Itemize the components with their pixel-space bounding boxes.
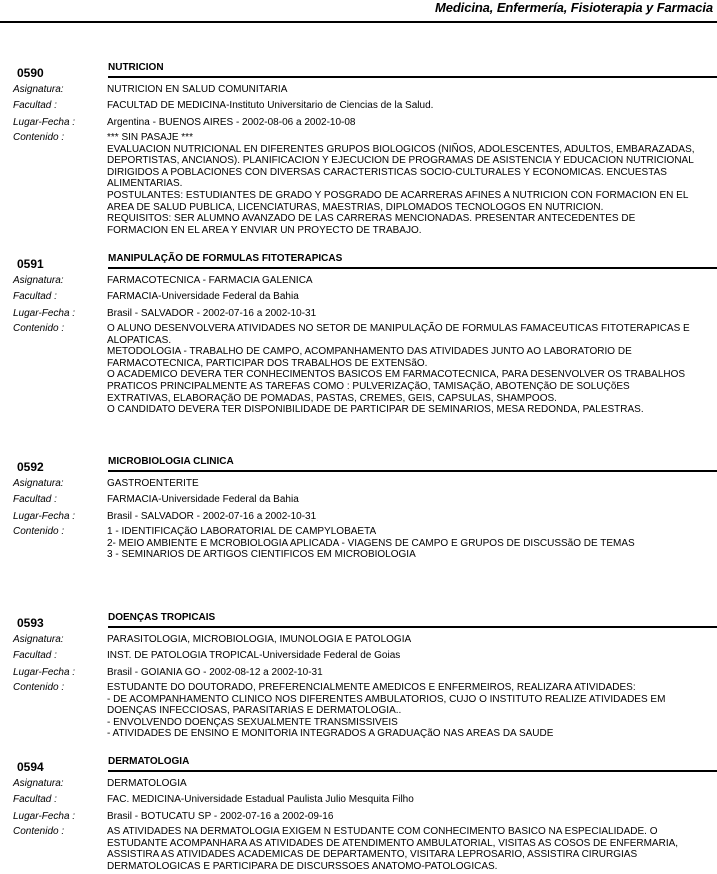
lugar-fecha-label: Lugar-Fecha : bbox=[13, 667, 76, 678]
entry-0593 bbox=[0, 612, 717, 742]
lugar-fecha-label: Lugar-Fecha : bbox=[13, 308, 76, 319]
header-divider bbox=[0, 21, 717, 23]
page-header-title: Medicina, Enfermería, Fisioterapia y Farmacia bbox=[434, 0, 713, 15]
contenido-value: AS ATIVIDADES NA DERMATOLOGIA EXIGEM N ESTUDANTE COM CONHECIMENTO BASICO NA ESPECIALIDADE. O ESTUDANTE ACOMPANHARA AS ATIVIDADES DE ATENDIMENTO AMBULATORIAL, VISITAS AS COSOS DE ENFERMARIA, ASSISTIRA AS ATIVIDADES ACADEMICAS DE DEPARTAMENTO, VISITARA LEPROSARIO, ASSISTIRA CIRURGIAS DERMATOLOGICAS E PARTICIPARA DE DISCURSSOES ANATOMO-PATOLOGICAS. bbox=[107, 826, 679, 872]
facultad-label: Facultad : bbox=[13, 650, 57, 661]
entry-title: DERMATOLOGIA bbox=[108, 756, 190, 767]
facultad-label: Facultad : bbox=[13, 100, 57, 111]
contenido-value: ESTUDANTE DO DOUTORADO, PREFERENCIALMENTE AMEDICOS E ENFERMEIROS, REALIZARA ATIVIDADES: - DE ACOMPANHAMENTO CLINICO NOS DIFERENTES AMBULATORIOS, CUJO O INSTITUTO REALIZE ATIVIDADES EM DOENÇAS INFECCIOSAS, PARASITARIAS E DERMATOLOGIA.. - ENVOLVENDO DOENÇAS SEXUALMENTE TRANSMISSIVEIS - ATIVIDADES DE ENSINO E MONITORIA INTEGRADOS A GRADUAÇãO NAS AREAS DA SAUDE bbox=[107, 682, 666, 740]
entry-title: NUTRICION bbox=[108, 62, 164, 73]
contenido-label: Contenido : bbox=[13, 682, 65, 693]
entry-title: MICROBIOLOGIA CLINICA bbox=[108, 456, 234, 467]
entry-0594 bbox=[0, 756, 717, 874]
asignatura-label: Asignatura: bbox=[13, 275, 64, 286]
asignatura-label: Asignatura: bbox=[13, 478, 64, 489]
asignatura-value: GASTROENTERITE bbox=[107, 478, 199, 489]
lugar-fecha-label: Lugar-Fecha : bbox=[13, 511, 76, 522]
facultad-label: Facultad : bbox=[13, 291, 57, 302]
lugar-fecha-value: Argentina - BUENOS AIRES - 2002-08-06 a 2002-10-08 bbox=[107, 117, 356, 128]
facultad-label: Facultad : bbox=[13, 794, 57, 805]
asignatura-value: DERMATOLOGIA bbox=[107, 778, 187, 789]
asignatura-label: Asignatura: bbox=[13, 634, 64, 645]
contenido-value: O ALUNO DESENVOLVERA ATIVIDADES NO SETOR DE MANIPULAÇÃO DE FORMULAS FAMACEUTICAS FITOTERAPICAS E ALOPATICAS. METODOLOGIA - TRABALHO DE CAMPO, ACOMPANHAMENTO DAS ATIVIDADES JUNTO AO LABORATORIO DE FARMACOTECNICA, PARTICIPAR DOS TRABALHOS DE EXTENSãO. O ACADEMICO DEVERA TER CONHECIMENTOS BASICOS EM FARMACOTECNICA, PARA DESENVOLVER OS TRABALHOS PRATICOS PRINCIPALMENTE AS TAREFAS COMO : PULVERIZAÇãO, TAMISAÇãO, ABOTENÇãO DE SOLUÇõES EXTRATIVAS, ELABORAÇãO DE POMADAS, PASTAS, CREMES, GEIS, CAPSULAS, SHAMPOOS. O CANDIDATO DEVERA TER DISPONIBILIDADE DE PARTICIPAR DE SEMINARIOS, MESA REDONDA, PALESTRAS. bbox=[107, 323, 690, 416]
entry-code: 0593 bbox=[17, 616, 44, 630]
entry-title-divider bbox=[108, 470, 717, 472]
contenido-value: *** SIN PASAJE *** EVALUACION NUTRICIONAL EN DIFERENTES GRUPOS BIOLOGICOS (NIÑOS, ADOLESCENTES, ADULTOS, EMBARAZADAS, DEPORTISTAS, ANCIANOS). PLANIFICACION Y EJECUCION DE PROGRAMAS DE ASISTENCIA Y EDUCACION NUTRICIONAL DIRIGIDOS A POBLACIONES CON DIVERSAS CARACTERISTICAS SOCIO-CULTURALES Y ECONOMICAS. ENCUESTAS ALIMENTARIAS. POSTULANTES: ESTUDIANTES DE GRADO Y POSGRADO DE ACARRERAS AFINES A NUTRICION CON FORMACION EN EL AREA DE SALUD PUBLICA, LICENCIATURAS, MAESTRIAS, DIPLOMADOS TECNOLOGOS EN NUTRICION. REQUISITOS: SER ALUMNO AVANZADO DE LAS CARRERAS MENCIONADAS. PRESENTAR ANTECEDENTES DE FORMACION EN EL AREA Y ENVIAR UN PROYECTO DE TRABAJO. bbox=[107, 132, 695, 236]
lugar-fecha-value: Brasil - GOIANIA GO - 2002-08-12 a 2002-10-31 bbox=[107, 667, 323, 678]
lugar-fecha-value: Brasil - SALVADOR - 2002-07-16 a 2002-10-31 bbox=[107, 308, 317, 319]
entry-title-divider bbox=[108, 770, 717, 772]
contenido-label: Contenido : bbox=[13, 526, 65, 537]
entry-0592 bbox=[0, 456, 717, 566]
entry-title-divider bbox=[108, 626, 717, 628]
entry-code: 0590 bbox=[17, 66, 44, 80]
lugar-fecha-label: Lugar-Fecha : bbox=[13, 811, 76, 822]
asignatura-value: PARASITOLOGIA, MICROBIOLOGIA, IMUNOLOGIA E PATOLOGIA bbox=[107, 634, 412, 645]
lugar-fecha-label: Lugar-Fecha : bbox=[13, 117, 76, 128]
facultad-value: INST. DE PATOLOGIA TROPICAL-Universidade Federal de Goias bbox=[107, 650, 401, 661]
facultad-value: FACULTAD DE MEDICINA-Instituto Universitario de Ciencias de la Salud. bbox=[107, 100, 434, 111]
asignatura-value: FARMACOTECNICA - FARMACIA GALENICA bbox=[107, 275, 313, 286]
contenido-label: Contenido : bbox=[13, 132, 65, 143]
lugar-fecha-value: Brasil - SALVADOR - 2002-07-16 a 2002-10-31 bbox=[107, 511, 317, 522]
contenido-value: 1 - IDENTIFICAÇãO LABORATORIAL DE CAMPYLOBAETA 2- MEIO AMBIENTE E MCROBIOLOGIA APLICADA - VIAGENS DE CAMPO E GRUPOS DE DISCUSSãO DE TEMAS 3 - SEMINARIOS DE ARTIGOS CIENTIFICOS EM MICROBIOLOGIA bbox=[107, 526, 635, 561]
entry-title-divider bbox=[108, 267, 717, 269]
asignatura-label: Asignatura: bbox=[13, 84, 64, 95]
entry-0590 bbox=[0, 62, 717, 242]
entry-title-divider bbox=[108, 76, 717, 78]
entry-title: DOENÇAS TROPICAIS bbox=[108, 612, 216, 623]
contenido-label: Contenido : bbox=[13, 826, 65, 837]
facultad-label: Facultad : bbox=[13, 494, 57, 505]
facultad-value: FARMACIA-Universidade Federal da Bahia bbox=[107, 291, 299, 302]
entry-0591 bbox=[0, 253, 717, 423]
facultad-value: FARMACIA-Universidade Federal da Bahia bbox=[107, 494, 299, 505]
entry-title: MANIPULAÇÃO DE FORMULAS FITOTERAPICAS bbox=[108, 253, 343, 264]
facultad-value: FAC. MEDICINA-Universidade Estadual Paulista Julio Mesquita Filho bbox=[107, 794, 414, 805]
entry-code: 0591 bbox=[17, 257, 44, 271]
lugar-fecha-value: Brasil - BOTUCATU SP - 2002-07-16 a 2002-09-16 bbox=[107, 811, 334, 822]
entry-code: 0592 bbox=[17, 460, 44, 474]
contenido-label: Contenido : bbox=[13, 323, 65, 334]
asignatura-label: Asignatura: bbox=[13, 778, 64, 789]
asignatura-value: NUTRICION EN SALUD COMUNITARIA bbox=[107, 84, 288, 95]
entry-code: 0594 bbox=[17, 760, 44, 774]
